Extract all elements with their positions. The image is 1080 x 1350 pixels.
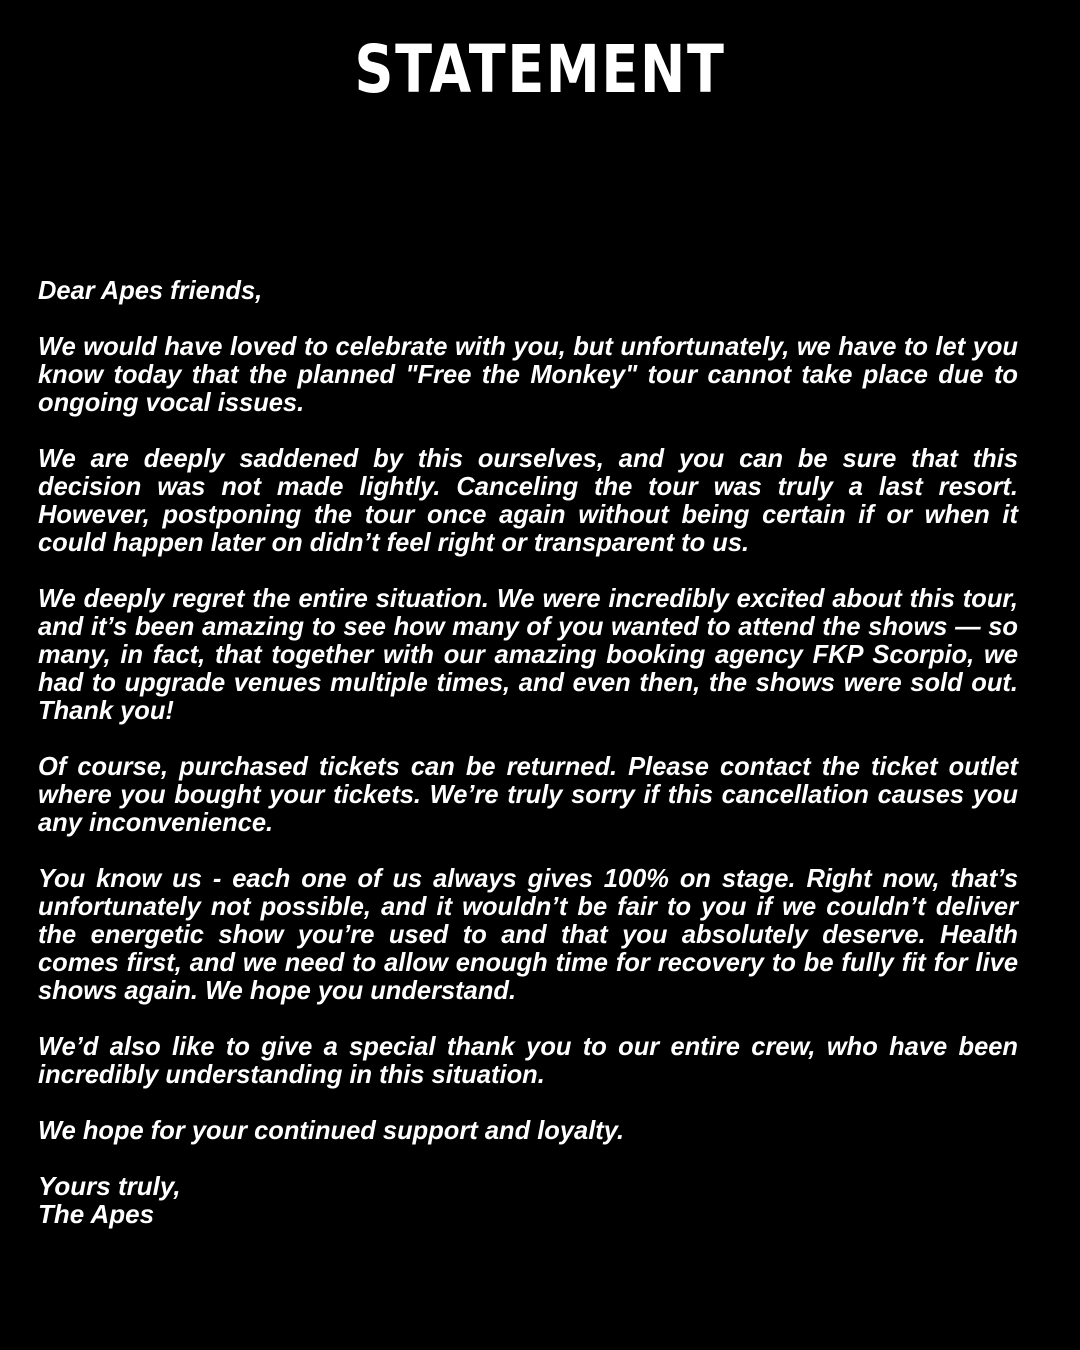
letter-greeting: Dear Apes friends, [38, 275, 263, 305]
letter-paragraph-1: We would have loved to celebrate with you, but unfortunately, we have to let you know today that the planned "Free the Monkey" tour cannot take place due to ongoing vocal issues. [38, 331, 1018, 417]
page-title: STATEMENT [354, 31, 726, 108]
letter-paragraph-5: You know us - each one of us always gives 100% on stage. Right now, that’s unfortunately not possible, and it wouldn’t be fair to you if we couldn’t deliver the energetic show you’re used to and that you absolutely deserve. Health comes first, and we need to allow enough time for recovery to be fully fit for live shows again. We hope you understand. [38, 863, 1018, 1005]
letter-paragraph-7: We hope for your continued support and loyalty. [38, 1115, 625, 1145]
letter-signoff [38, 1172, 1038, 1228]
letter-closing: Yours truly, [38, 1171, 181, 1201]
letter-signature: The Apes [38, 1199, 155, 1229]
letter-paragraph-4: Of course, purchased tickets can be returned. Please contact the ticket outlet where you bought your tickets. We’re truly sorry if this cancellation causes you any inconvenience. [38, 751, 1018, 837]
letter-paragraph-6: We’d also like to give a special thank you to our entire crew, who have been incredibly understanding in this situation. [38, 1031, 1018, 1089]
letter-body [38, 276, 1038, 1228]
letter-paragraph-3: We deeply regret the entire situation. We were incredibly excited about this tour, and it’s been amazing to see how many of you wanted to attend the shows — so many, in fact, that together with our amazing booking agency FKP Scorpio, we had to upgrade venues multiple times, and even then, the shows were sold out. Thank you! [38, 583, 1018, 725]
letter-paragraph-2: We are deeply saddened by this ourselves, and you can be sure that this decision was not made lightly. Canceling the tour was truly a last resort. However, postponing the tour once again without being certain if or when it could happen later on didn’t feel right or transparent to us. [38, 443, 1018, 557]
